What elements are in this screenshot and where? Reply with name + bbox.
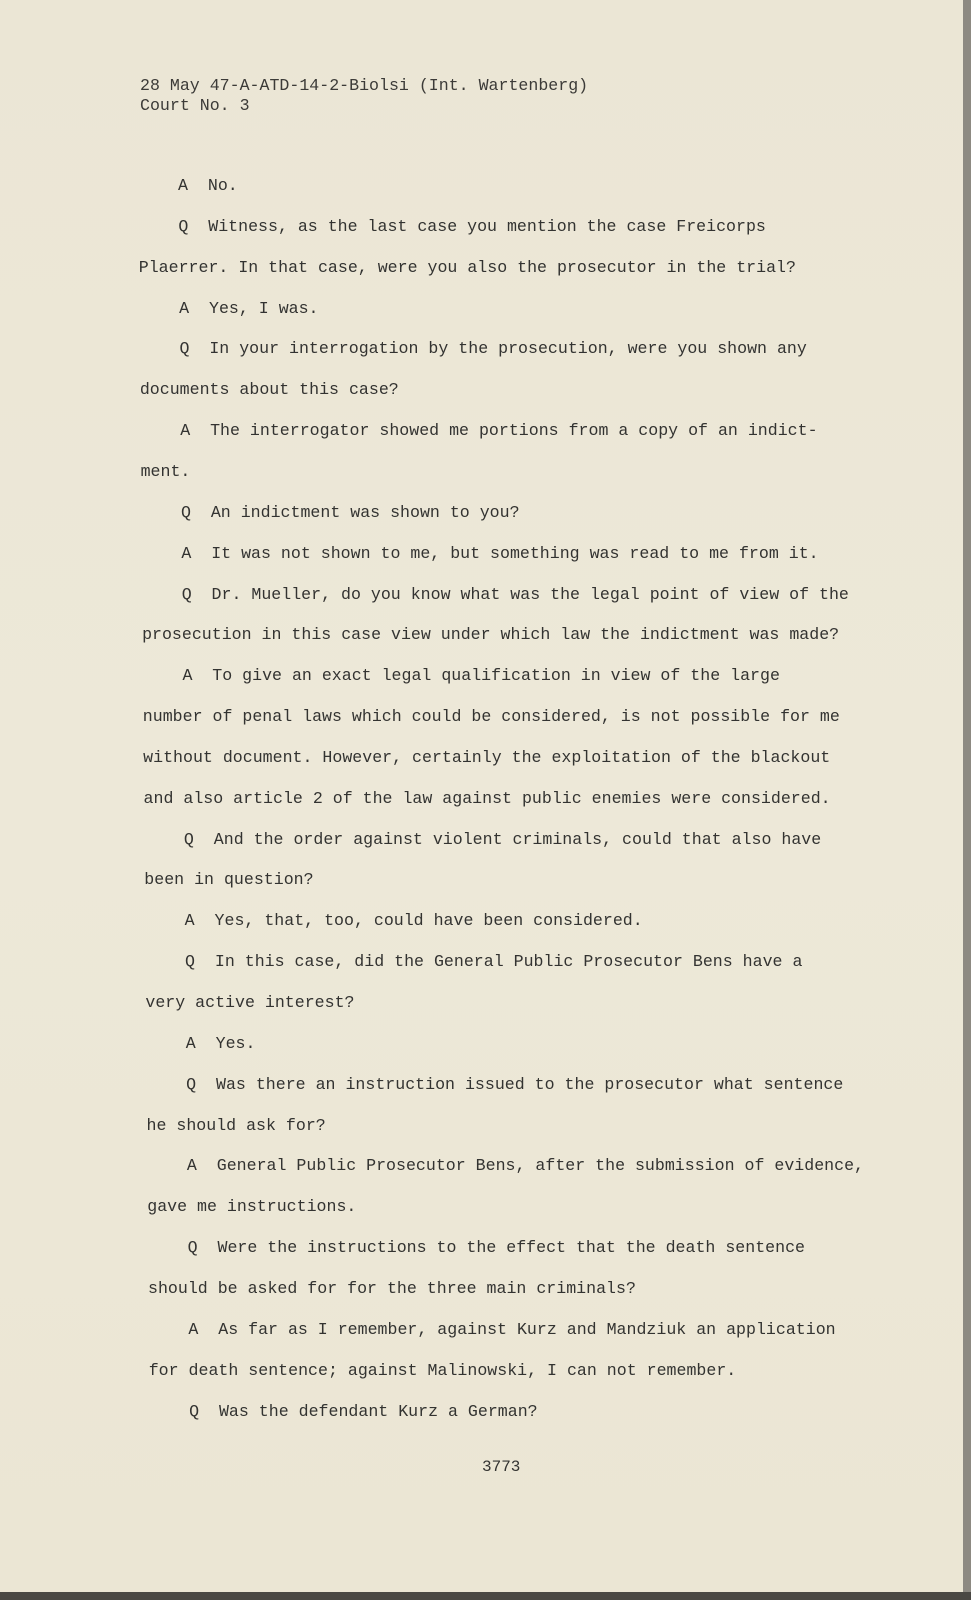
transcript-continuation-line: prosecution in this case view under which law the indictment was made? (142, 625, 840, 645)
document-header-court: Court No. 3 (140, 96, 250, 115)
transcript-qa-line: A General Public Prosecutor Bens, after the submission of evidence, (186, 1156, 865, 1176)
transcript-qa-line: Q In your interrogation by the prosecution, were you shown any (179, 339, 807, 359)
transcript-qa-line: A It was not shown to me, but something was read to me from it. (181, 543, 819, 563)
transcript-qa-line: Q Witness, as the last case you mention the case Freicorps (178, 216, 766, 236)
transcript-continuation-line: very active interest? (145, 993, 355, 1012)
transcript-qa-line: A To give an exact legal qualification in view of the large (182, 666, 780, 686)
transcript-qa-line: A No. (178, 176, 238, 195)
transcript-continuation-line: gave me instructions. (147, 1197, 357, 1217)
transcript-qa-line: Q Was there an instruction issued to the prosecutor what sentence (186, 1074, 844, 1094)
page-edge-bottom (0, 1592, 971, 1600)
transcript-continuation-line: without document. However, certainly the exploitation of the blackout (143, 747, 831, 767)
transcript-qa-line: Q In this case, did the General Public Prosecutor Bens have a (185, 952, 803, 972)
transcript-continuation-line: number of penal laws which could be considered, is not possible for me (142, 707, 840, 727)
document-header-reference: 28 May 47-A-ATD-14-2-Biolsi (Int. Wartenberg) (140, 76, 589, 95)
transcript-qa-line: Q And the order against violent criminals, could that also have (183, 829, 822, 849)
transcript-qa-line: Q Was the defendant Kurz a German? (189, 1401, 538, 1421)
transcript-qa-line: A Yes, I was. (179, 298, 319, 318)
transcript-qa-line: Q Were the instructions to the effect that the death sentence (187, 1238, 805, 1258)
transcript-continuation-line: he should ask for? (146, 1115, 326, 1135)
transcript-qa-line: Q Dr. Mueller, do you know what was the legal point of view of the (181, 584, 849, 604)
page-edge-right (963, 0, 971, 1600)
transcript-qa-line: A As far as I remember, against Kurz and Mandziuk an application (188, 1319, 836, 1339)
transcript-continuation-line: Plaerrer. In that case, were you also the prosecutor in the trial? (138, 257, 796, 277)
transcript-qa-line: A Yes. (185, 1033, 256, 1053)
transcript-continuation-line: for death sentence; against Malinowski, I can not remember. (148, 1360, 737, 1380)
transcript-continuation-line: ment. (140, 461, 191, 481)
page-number: 3773 (482, 1458, 521, 1476)
transcript-qa-line: A Yes, that, too, could have been considered. (184, 911, 643, 931)
transcript-continuation-line: should be asked for for the three main criminals? (147, 1278, 636, 1298)
transcript-qa-line: Q An indictment was shown to you? (180, 502, 520, 522)
transcript-continuation-line: been in question? (144, 870, 314, 890)
transcript-continuation-line: documents about this case? (139, 380, 399, 400)
transcript-qa-line: A The interrogator showed me portions from a copy of an indict- (180, 421, 818, 441)
transcript-continuation-line: and also article 2 of the law against public enemies were considered. (143, 788, 831, 808)
